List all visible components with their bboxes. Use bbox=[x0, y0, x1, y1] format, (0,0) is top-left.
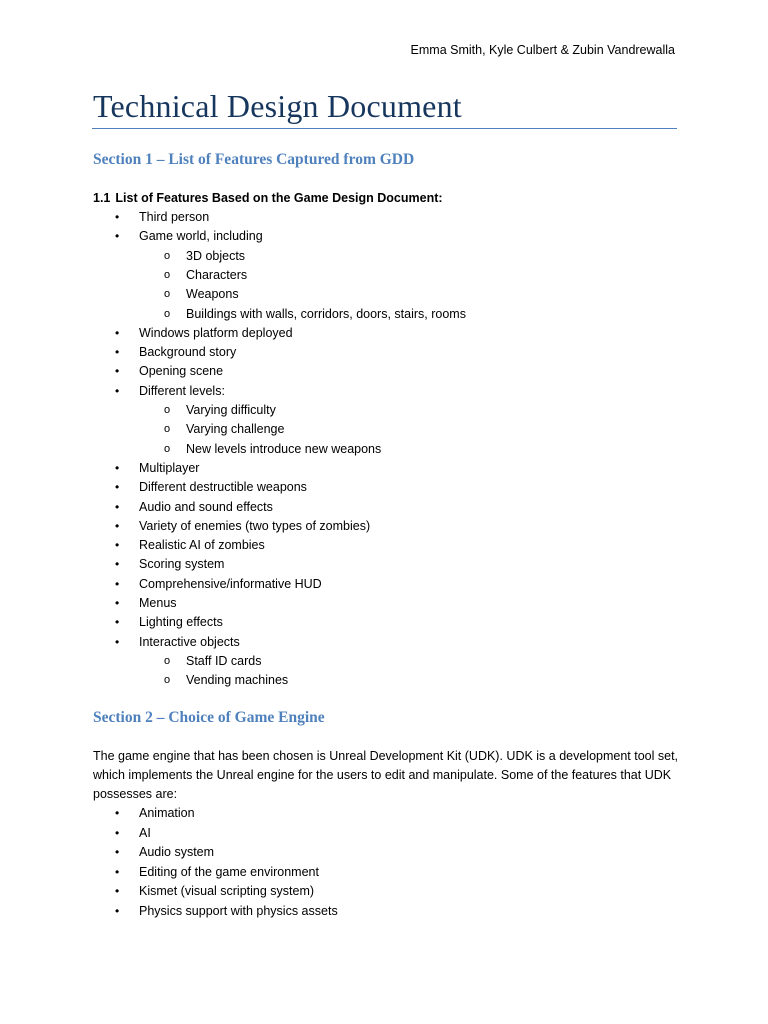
bullet-icon: • bbox=[115, 345, 120, 360]
list-item-text: Game world, including bbox=[139, 229, 263, 244]
bullet-icon: • bbox=[115, 210, 120, 224]
list-item-text: Characters bbox=[186, 267, 248, 282]
bullet-icon: • bbox=[115, 364, 120, 379]
sub-bullet-icon: o bbox=[164, 674, 171, 687]
list-item-text: AI bbox=[139, 825, 151, 840]
list-item-text: Kismet (visual scripting system) bbox=[139, 884, 315, 898]
list-item-text: Opening scene bbox=[139, 364, 224, 379]
list-item-text: Different levels: bbox=[139, 383, 225, 398]
list-item-text: Varying difficulty bbox=[186, 403, 276, 417]
bullet-icon: • bbox=[115, 538, 120, 553]
bullet-icon: • bbox=[115, 557, 120, 572]
subsection-title: List of Features Based on the Game Design Document: bbox=[115, 191, 443, 205]
section-2-heading: Section 2 – Choice of Game Engine bbox=[93, 709, 325, 726]
bullet-icon: • bbox=[115, 884, 120, 898]
bullet-icon: • bbox=[115, 460, 120, 475]
list-item-text: Scoring system bbox=[139, 557, 225, 572]
bullet-icon: • bbox=[115, 903, 120, 918]
bullet-icon: • bbox=[115, 480, 120, 495]
sub-bullet-icon: o bbox=[164, 268, 171, 281]
bullet-icon: • bbox=[115, 596, 120, 610]
list-item-text: Staff ID cards bbox=[186, 653, 262, 668]
sub-bullet-icon: o bbox=[164, 249, 171, 262]
list-item-text: New levels introduce new weapons bbox=[186, 441, 382, 456]
bullet-icon: • bbox=[115, 576, 120, 591]
list-item-text: Buildings with walls, corridors, doors, stairs, rooms bbox=[186, 306, 466, 321]
subsection-1-1-heading bbox=[93, 189, 443, 207]
sub-bullet-icon: o bbox=[164, 423, 171, 436]
list-item-text: Lighting effects bbox=[139, 615, 223, 630]
list-item-text: Third person bbox=[139, 210, 210, 224]
bullet-icon: • bbox=[115, 845, 120, 859]
list-item-text: Interactive objects bbox=[139, 634, 240, 649]
author-names: Emma Smith, Kyle Culbert & Zubin Vandrewalla bbox=[410, 43, 675, 57]
list-item-text: Different destructible weapons bbox=[139, 480, 307, 495]
sub-bullet-icon: o bbox=[164, 288, 171, 301]
bullet-icon: • bbox=[115, 325, 120, 340]
document-title: Technical Design Document bbox=[93, 88, 462, 124]
sub-bullet-icon: o bbox=[164, 307, 171, 320]
list-item-text: Vending machines bbox=[186, 673, 289, 688]
bullet-icon: • bbox=[115, 383, 120, 398]
sub-bullet-icon: o bbox=[164, 404, 171, 416]
bullet-icon: • bbox=[115, 518, 120, 533]
section-1-heading: Section 1 – List of Features Captured from GDD bbox=[93, 151, 415, 168]
bullet-icon: • bbox=[115, 864, 120, 879]
list-item-text: Multiplayer bbox=[139, 460, 200, 475]
list-item-text: Variety of enemies (two types of zombies) bbox=[139, 518, 371, 533]
list-item-text: Realistic AI of zombies bbox=[139, 538, 265, 553]
list-item-text: Audio and sound effects bbox=[139, 499, 273, 514]
title-underline bbox=[92, 128, 677, 129]
list-item-text: Weapons bbox=[186, 287, 239, 302]
bullet-icon: • bbox=[115, 229, 120, 244]
list-item-text: Windows platform deployed bbox=[139, 325, 293, 340]
list-item-text: 3D objects bbox=[186, 248, 246, 263]
list-item-text: Editing of the game environment bbox=[139, 864, 319, 879]
list-item-text: Animation bbox=[139, 806, 195, 820]
list-item-text: Background story bbox=[139, 345, 237, 360]
list-item-text: Comprehensive/informative HUD bbox=[139, 576, 322, 591]
engine-paragraph: The game engine that has been chosen is Unreal Development Kit (UDK). UDK is a development tool set, which implements the Unreal engine for the users to edit and manipulate. Some of the features that UDK possesses are: bbox=[93, 749, 679, 801]
bullet-icon: • bbox=[115, 825, 120, 840]
list-item-text: Physics support with physics assets bbox=[139, 903, 338, 918]
list-item-text: Audio system bbox=[139, 845, 215, 859]
bullet-icon: • bbox=[115, 634, 120, 649]
bullet-icon: • bbox=[115, 806, 120, 820]
sub-bullet-icon: o bbox=[164, 654, 171, 667]
bullet-icon: • bbox=[115, 615, 120, 630]
list-item-text: Varying challenge bbox=[186, 422, 285, 437]
subsection-number: 1.1 bbox=[93, 191, 111, 205]
bullet-icon: • bbox=[115, 499, 120, 514]
sub-bullet-icon: o bbox=[164, 442, 171, 455]
list-item-text: Menus bbox=[139, 596, 177, 610]
